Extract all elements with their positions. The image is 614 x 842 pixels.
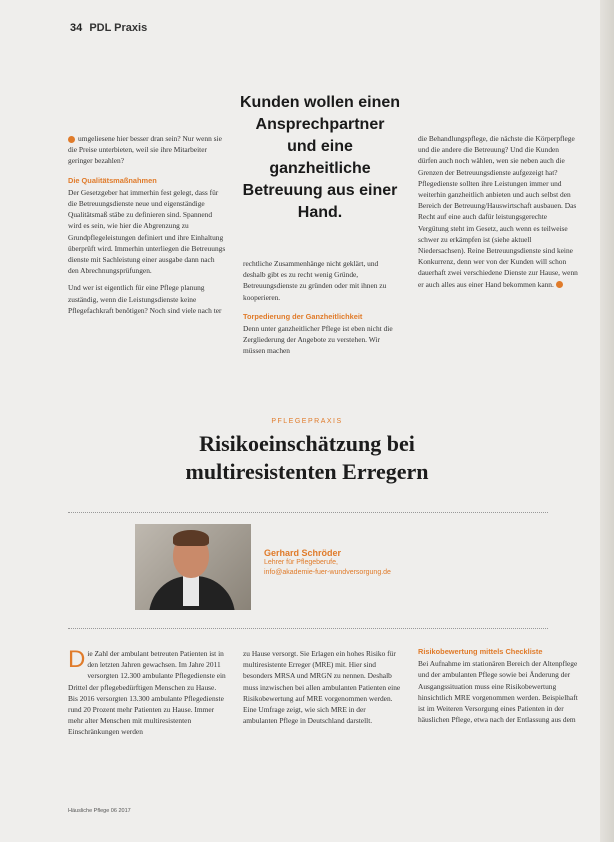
body-col3-subhead: Risikobewertung mittels Checkliste bbox=[418, 647, 543, 656]
col2-paragraph-1: rechtliche Zusammenhänge nicht geklärt, und deshalb gibt es zu recht wenig Gründe, Betreuungsdienste zu gründen oder mit ihnen zu kooperieren. bbox=[243, 259, 387, 302]
top-column-3 bbox=[418, 133, 578, 296]
col2-subhead: Torpedierung der Ganzheitlichkeit bbox=[243, 311, 363, 321]
article-kicker: PFLEGEPRAXIS bbox=[271, 418, 343, 425]
author-role: Lehrer für Pflegeberufe, bbox=[264, 559, 338, 566]
author-name: Gerhard Schröder bbox=[264, 548, 342, 558]
section-name: PDL Praxis bbox=[89, 22, 148, 34]
title-line-1: Risikoeinschätzung bei bbox=[199, 431, 415, 456]
author-photo bbox=[135, 524, 251, 610]
page-number: 34 bbox=[70, 22, 83, 34]
end-mark-icon bbox=[556, 281, 563, 288]
col3-paragraph-1: die Behandlungspflege, die nächste die Körperpflege und die andere die Betreuung? Und die Kunden dürfen auch noch wählen, wen sie neben auch die Grenzen der Betreuungsdienste aufgezeigt hat? Pflegedienste sollten ihre Leistungen immer und weiterhin ganzheitlich anbieten und auch selbst den Bereich der Betreuung/Hauswirtschaft ausbauen. Das Recht auf eine auch dafür leistungsgerechte Vergütung steht im Gesetz, auch wenn es teilweise schwer zu erkämpfen ist (siehe aktuell Niedersachsen). Reine Betreuungsdienste sind keine Konkurrenz, denn wer von der Kunden will schon dauerhaft zwei verschiedene Dienste zur Hause, wenn er auch alles aus einer Hand bekommen kann. bbox=[418, 134, 578, 289]
page-footer: Häusliche Pflege 06 2017 bbox=[68, 808, 131, 814]
page-header bbox=[70, 22, 147, 34]
body-column-1 bbox=[68, 648, 226, 738]
article-title bbox=[0, 430, 614, 486]
divider-bottom bbox=[68, 628, 548, 629]
author-email: info@akademie-fuer-wundversorgung.de bbox=[264, 569, 391, 576]
bullet-icon bbox=[68, 136, 75, 143]
col1-paragraph-2: Der Gesetzgeber hat immerhin fest gelegt, dass für die Betreuungsdienste neue und eigenständige Qualitätsmaß stäbe zu definieren sind. Spannend wird es sein, wie hier die Abgrenzung zu Grundpflegeleistungen definiert und ihre Einhaltung überprüft wird. Immerhin unterliegen die Betreuungs dienste mit Sachleistung einer ausgabe dann nach den Abrechnungsprüfungen. bbox=[68, 187, 226, 276]
author-box bbox=[264, 548, 391, 578]
body-column-3 bbox=[418, 646, 578, 725]
col2-paragraph-2: Denn unter ganzheitlicher Pflege ist eben nicht die Zergliederung der Angebote zu verstehen. Wir müssen machen bbox=[243, 324, 393, 356]
pull-quote: Kunden wollen einen Ansprechpartner und eine ganzheitliche Betreuung aus einer Hand. bbox=[240, 94, 401, 221]
body-column-2 bbox=[243, 648, 401, 726]
body-col3-text: Bei Aufnahme im stationären Bereich der Altenpflege und der ambulanten Pflege sowie bei Änderung der Ausgangssituation muss eine Risikobewertung hinsichtlich MRE vorgenommen werden. Beispielhaft ist im Weiteren Versorgung eines Patienten in der häuslichen Pflege, etwa nach der Entlassung aus dem bbox=[418, 659, 578, 725]
divider-top bbox=[68, 512, 548, 513]
top-column-1 bbox=[68, 133, 226, 322]
drop-cap: D bbox=[68, 646, 86, 673]
top-column-2 bbox=[243, 258, 401, 363]
body-col1-text: ie Zahl der ambulant betreuten Patienten ist in den letzten Jahren gewachsen. Im Jahre 2011 versorgten 12.300 ambulante Pflegedienste ein Drittel der pflegebedürftigen Menschen zu Hause. Bis 2016 versorgten 13.300 ambulante Pflegedienste rund 20 Prozent mehr Patienten zu Hause. Immer mehr alter Menschen mit multiresistenten Einschränkungen werden bbox=[68, 649, 226, 737]
col1-paragraph-3: Und wer ist eigentlich für eine Pflege planung zuständig, wenn die Leistungsdienste keine Pflegefachkraft benötigen? Noch sind viele nach ter bbox=[68, 283, 222, 315]
title-line-2: multiresistenten Erregern bbox=[185, 459, 429, 484]
body-col2-text: zu Hause versorgt. Sie Erlagen ein hohes Risiko für multiresistente Erreger (MRE) mit. Hier sind besonders MRSA und MRGN zu nennen. Deshalb muss inzwischen bei allen ambulanten Patienten eine Risikobewertung auf MRE vorgenommen werden. Eine Umfrage zeigt, wie sich MRE in der ambulanten Pflege in Deutschland darstellt. bbox=[243, 649, 401, 726]
col1-paragraph-1: umgeliesene hier besser dran sein? Nur wenn sie die Preise unterbieten, weil sie ihre Mitarbeiter geringer bezahlen? bbox=[68, 134, 222, 166]
col1-subhead: Die Qualitätsmaßnahmen bbox=[68, 175, 157, 185]
